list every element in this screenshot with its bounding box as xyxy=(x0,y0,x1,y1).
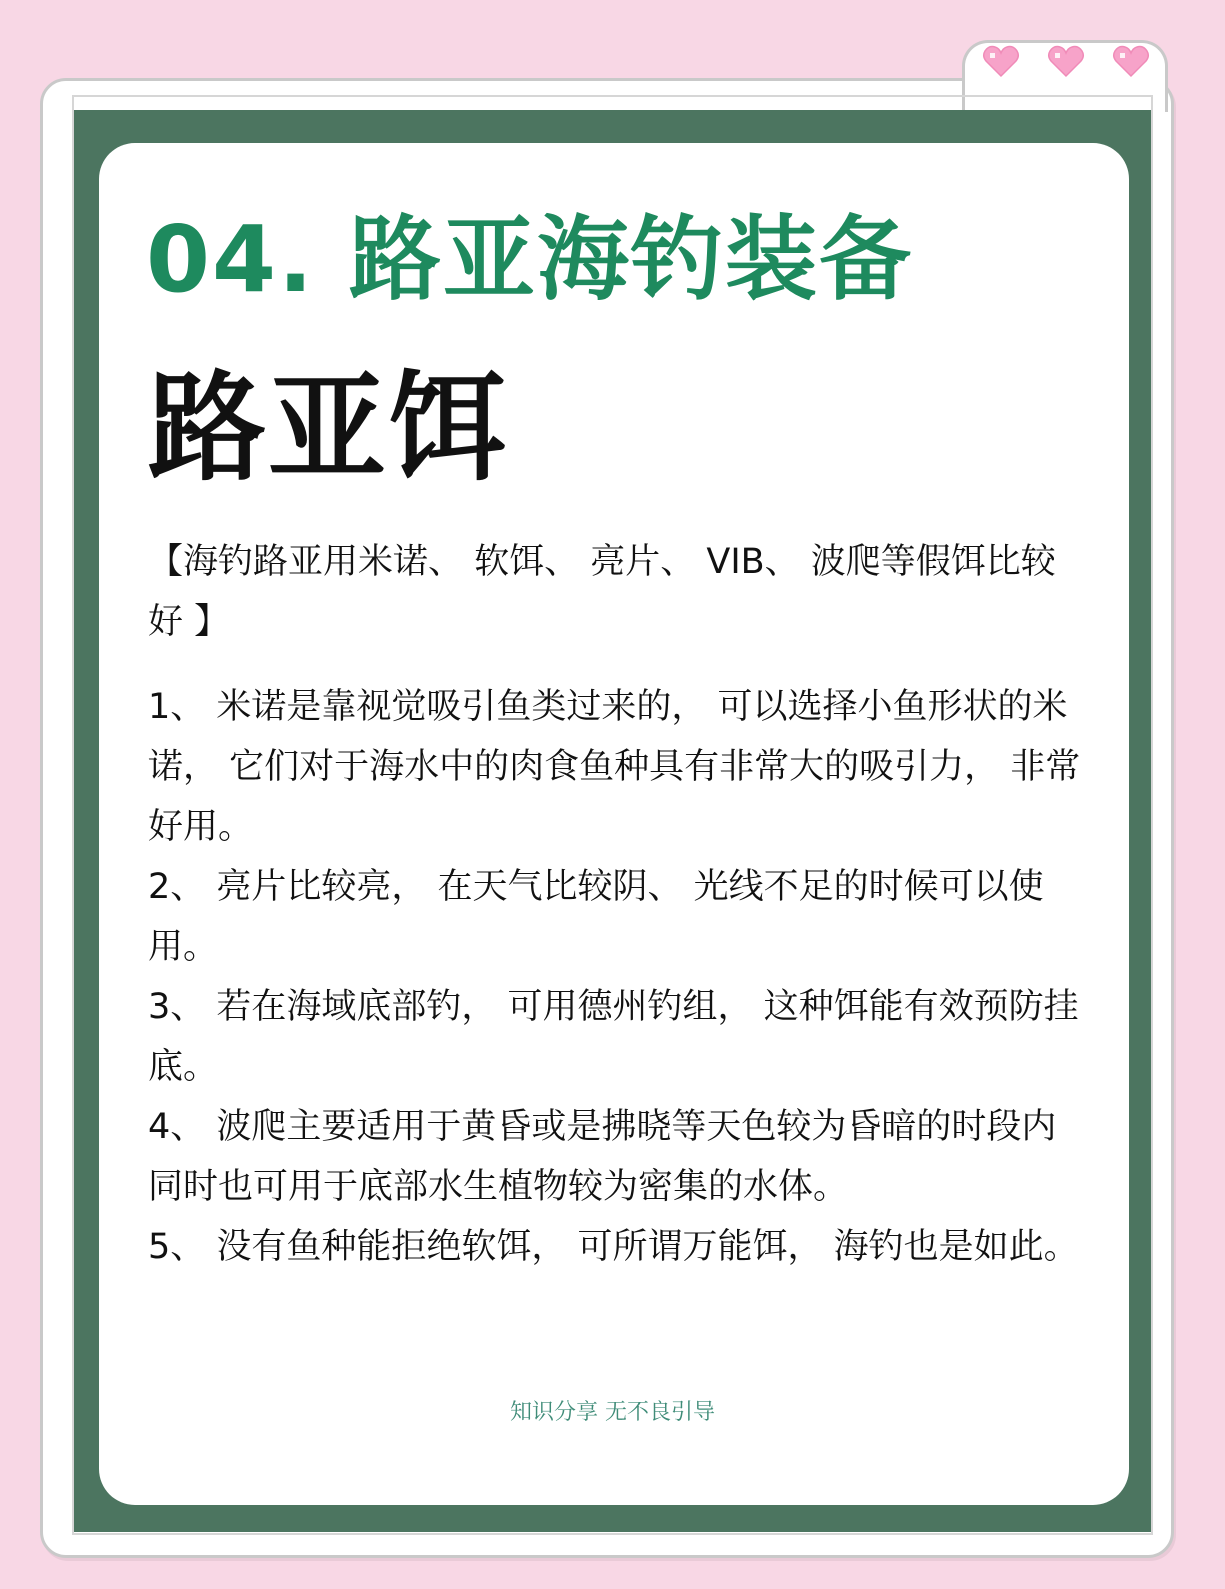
page-heading: 路亚饵 xyxy=(148,359,509,497)
list-item xyxy=(148,977,1088,1097)
section-title: 04. 路亚海钓装备 xyxy=(146,206,914,313)
list-item xyxy=(148,677,1088,857)
item-number: 3、 xyxy=(148,987,217,1027)
list-item xyxy=(148,1097,1088,1217)
article-body xyxy=(148,532,1088,1277)
item-number: 5、 xyxy=(148,1227,217,1267)
footer-note: 知识分享 无不良引导 xyxy=(510,1400,715,1425)
item-number: 4、 xyxy=(148,1107,217,1147)
heart-icon xyxy=(982,44,1020,78)
item-text: 米诺是靠视觉吸引鱼类过来的， 可以选择小鱼形状的米诺， 它们对于海水中的肉食鱼种具有非常大的吸引力， 非常好用。 xyxy=(148,687,1081,847)
item-number: 2、 xyxy=(148,867,217,907)
heart-icon xyxy=(1112,44,1150,78)
list-item xyxy=(148,1217,1088,1277)
hearts-row xyxy=(976,44,1156,84)
item-text: 若在海域底部钓， 可用德州钓组， 这种饵能有效预防挂底。 xyxy=(148,987,1079,1087)
heart-icon xyxy=(1047,44,1085,78)
list-item xyxy=(148,857,1088,977)
item-text: 波爬主要适用于黄昏或是拂晓等天色较为昏暗的时段内同时也可用于底部水生植物较为密集的水体。 xyxy=(148,1107,1057,1207)
item-text: 亮片比较亮， 在天气比较阴、 光线不足的时候可以使用。 xyxy=(148,867,1044,967)
item-text: 没有鱼种能拒绝软饵， 可所谓万能饵， 海钓也是如此。 xyxy=(216,1227,1079,1267)
item-number: 1、 xyxy=(148,687,217,727)
intro-text: 【海钓路亚用米诺、 软饵、 亮片、 VIB、 波爬等假饵比较好 】 xyxy=(148,542,1056,642)
